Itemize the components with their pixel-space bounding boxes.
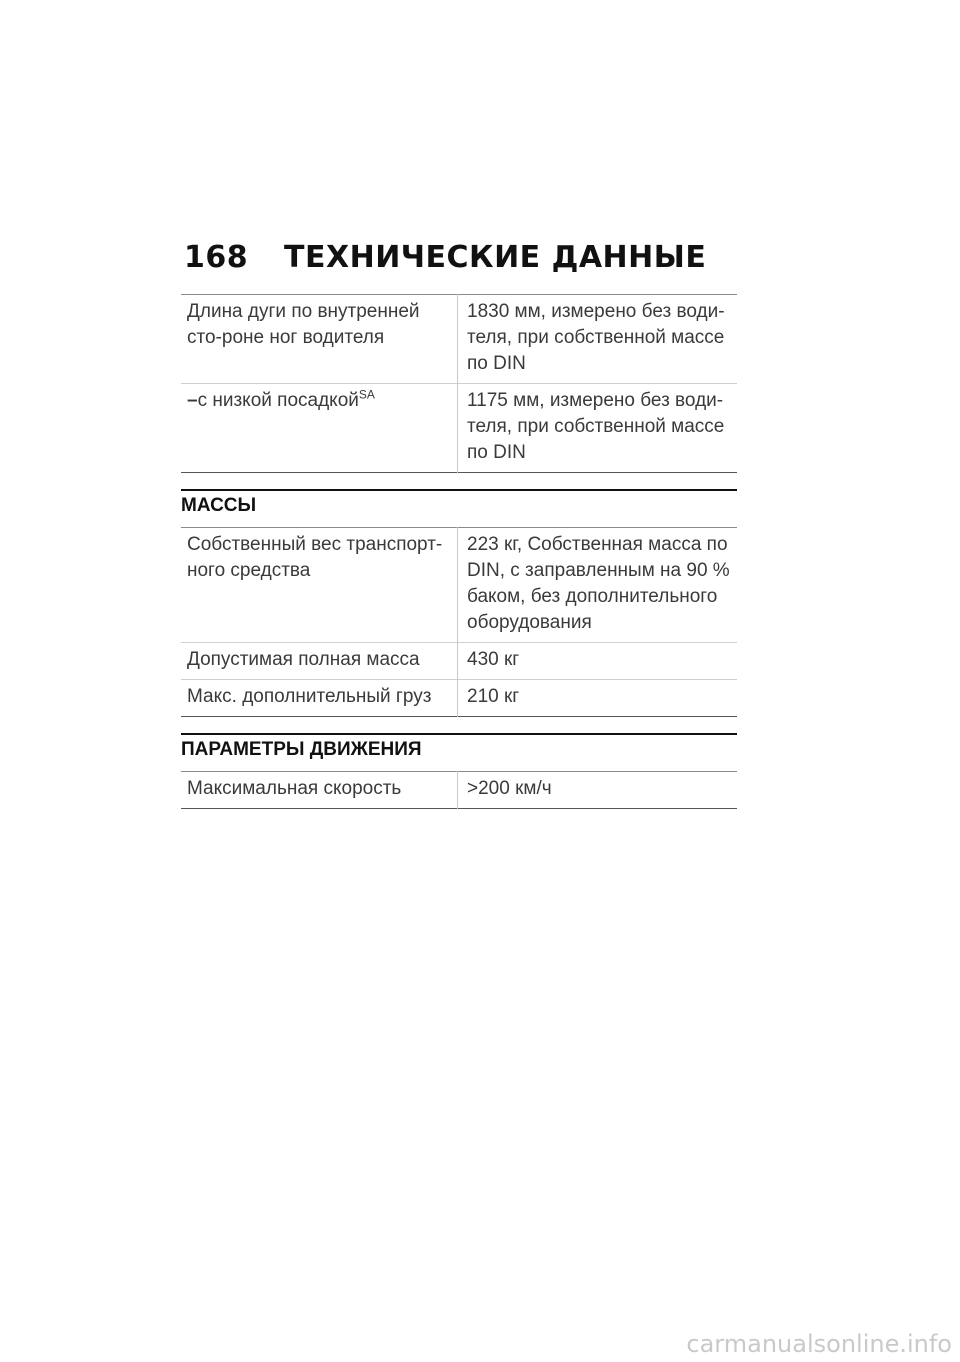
spec-key: Длина дуги по внутренней сто-роне ног водителя	[181, 295, 458, 384]
table-row	[181, 772, 737, 809]
spec-value: >200 км/ч	[467, 778, 552, 799]
page-header	[184, 240, 706, 275]
spec-value: 430 кг	[467, 649, 520, 670]
spec-key: Макс. дополнительный груз	[181, 680, 458, 717]
page-title: ТЕХНИЧЕСКИЕ ДАННЫЕ	[284, 240, 707, 275]
table-row	[181, 680, 737, 717]
spec-value: 1175 мм, измерено без води-теля, при собственной массе по DIN	[467, 390, 725, 463]
spec-value: 1830 мм, измерено без води-теля, при собственной массе по DIN	[467, 301, 725, 374]
spec-value: 210 кг	[467, 686, 520, 707]
dimensions-table	[181, 294, 737, 473]
page-number: 168	[184, 240, 249, 275]
driving-table	[181, 771, 737, 809]
section-title-driving: ПАРАМЕТРЫ ДВИЖЕНИЯ	[181, 733, 737, 771]
masses-table	[181, 527, 737, 717]
spec-key: Собственный вес транспорт-ного средства	[181, 528, 458, 643]
spec-value: 223 кг, Собственная масса по DIN, с заправленным на 90 % баком, без дополнительного оборудования	[467, 534, 730, 633]
table-row	[181, 384, 737, 473]
sa-superscript: SA	[358, 387, 375, 402]
spec-key: Максимальная скорость	[181, 772, 458, 809]
spec-key: Допустимая полная масса	[181, 643, 458, 680]
spec-key-text: с низкой посадкой	[197, 390, 359, 411]
watermark: carmanualsonline.info	[686, 1330, 952, 1358]
dash-marker: –	[187, 390, 198, 411]
table-row	[181, 528, 737, 643]
spec-key	[181, 384, 458, 473]
table-row	[181, 295, 737, 384]
section-title-masses: МАССЫ	[181, 489, 737, 527]
table-row	[181, 643, 737, 680]
spec-content	[181, 294, 737, 809]
